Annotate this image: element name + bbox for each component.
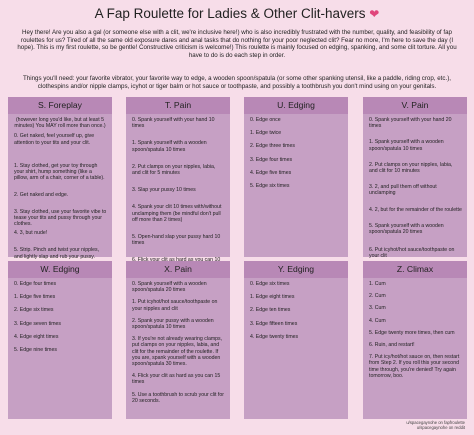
- card-item: 3. Edge fifteen times: [250, 320, 298, 327]
- card-item: 2. Cum: [369, 293, 386, 300]
- card-items: [126, 278, 230, 404]
- roulette-card: [8, 261, 112, 419]
- card-item: 2. Edge three times: [250, 143, 295, 150]
- card-item: 1. Put icyhot/hot sauce/toothpaste on your nipples and clit: [132, 299, 218, 312]
- roulette-card: [126, 261, 230, 419]
- card-item: 0. Edge six times: [250, 281, 290, 287]
- card-items: [126, 114, 230, 270]
- card-item: 4. 3, but nude!: [14, 230, 48, 237]
- card-item: 2. Edge ten times: [250, 307, 291, 314]
- card-item: 0. Spank yourself with your hand 10 times: [132, 117, 215, 130]
- heart-icon: ❤: [369, 7, 380, 21]
- card-item: 6. Ruin, and restart!: [369, 342, 415, 349]
- card-item: 1. Cum: [369, 281, 386, 287]
- card-items: [8, 278, 112, 353]
- credit-line: u/spacegaynohe on fapfroulette: [406, 420, 465, 425]
- title-text: A Fap Roulette for Ladies & Other Clit-havers: [94, 6, 366, 21]
- card-items: [244, 278, 348, 340]
- card-note: (however long you'd like, but at least 5 minutes) You MAY roll more than once.): [14, 117, 106, 130]
- roulette-card: [363, 97, 467, 260]
- card-item: 3. Cum: [369, 305, 386, 312]
- card-items: [244, 114, 348, 189]
- card-item: 5. Edge nine times: [14, 347, 57, 354]
- card-item: 2. Spank your pussy with a wooden spoon/spatula 10 times: [132, 317, 214, 331]
- card-item: 0. Spank yourself with a wooden spoon/spatula 20 times: [132, 281, 207, 294]
- card-item: 5. Use a toothbrush to scrub your clit for 20 seconds.: [132, 391, 224, 404]
- card-item: 5. Strip. Pinch and twist your nipples, and lightly slap and rub your pussy.: [14, 247, 100, 260]
- card-item: 6. Put icyhot/hot sauce/toothpaste on your clit: [369, 247, 455, 260]
- card-item: 3. Slap your pussy 10 times: [132, 187, 196, 194]
- card-item: 3. Edge four times: [250, 156, 293, 163]
- card-item: 3. If you're not already wearing clamps, put clamps on your nipples, labia, and clit for the remainder of the roulette. If you are, spank yourself with a wooden spoon/spatula 30 times.: [132, 336, 223, 368]
- card-item: 1. Spank yourself with a wooden spoon/spatula 10 times: [369, 139, 444, 152]
- card-item: 0. Edge once: [250, 117, 281, 123]
- card-item: 1. Stay clothed, get your toy through your shirt, hump something (like a pillow, arm of a chair, corner of a table).: [14, 162, 105, 182]
- roulette-card: [244, 261, 348, 419]
- card-item: 4. Edge five times: [250, 169, 292, 176]
- card-item: 4. Cum: [369, 317, 386, 324]
- page-title: [0, 6, 474, 21]
- card-item: 5. Spank yourself with a wooden spoon/spatula 20 times: [369, 222, 444, 236]
- card-items: [8, 130, 112, 268]
- card-title: W. Edging: [8, 261, 112, 278]
- card-item: 3. Edge seven times: [14, 320, 62, 327]
- roulette-card: [244, 97, 348, 257]
- card-item: 3. 2, and pull them off without unclamping: [369, 184, 437, 197]
- card-item: 5. Open-hand slap your pussy hard 10 times: [132, 234, 221, 247]
- card-item: 4. Spank your clit 10 times with/without unclamping them (be mindful don't pull off more than 2 times): [132, 204, 222, 223]
- things-needed-text: Things you'll need: your favorite vibrator, your favorite way to edge, a wooden spoon/spatula (or some other spanking utensil, like a paddle, riding crop, etc.), clothespins and/or nipple clamps, icyhot or tiger balm or hot sauce or toothpaste, and possibly a toothbrush you don't mind using on your genitals.: [22, 75, 451, 90]
- card-item: 4. Edge eight times: [14, 333, 59, 340]
- card-item: 2. Put clamps on your nipples, labia, and clit for 10 minutes: [369, 161, 453, 175]
- card-item: 5. Edge six times: [250, 183, 290, 190]
- card-item: 0. Edge four times: [14, 281, 57, 287]
- card-item: 4. Edge twenty times: [250, 333, 299, 340]
- card-item: 5. Edge twenty more times, then cum: [369, 329, 455, 336]
- card-title: S. Foreplay: [8, 97, 112, 114]
- card-item: 1. Edge five times: [14, 294, 56, 301]
- card-title: T. Pain: [126, 97, 230, 114]
- card-item: 7. Put icy/hot/hot sauce on, then restart from Step 2. If you roll this your second time through, you're denied! Try again tomorrow, boo.: [369, 354, 460, 379]
- card-title: V. Pain: [363, 97, 467, 114]
- card-item: 3. Stay clothed, use your favorite vibe to tease your tits and pussy through your clothes.: [14, 208, 107, 228]
- card-item: 1. Edge twice: [250, 130, 282, 137]
- roulette-card: [363, 261, 467, 419]
- card-item: 0. Get naked, feel yourself up, give attention to your tits and your clit.: [14, 133, 95, 146]
- roulette-card: [126, 97, 230, 257]
- credit-line: u/spacegaynohe on reddit: [416, 425, 465, 430]
- card-item: 2. Get naked and edge.: [14, 192, 69, 199]
- card-item: 0. Spank yourself with your hand 20 times: [369, 117, 452, 130]
- card-title: Z. Climax: [363, 261, 467, 278]
- card-title: Y. Edging: [244, 261, 348, 278]
- card-items: [363, 278, 467, 379]
- card-items: [363, 114, 467, 260]
- card-item: 4. Flick your clit as hard as you can 15 times: [132, 373, 221, 386]
- card-title: U. Edging: [244, 97, 348, 114]
- roulette-card: [8, 97, 112, 260]
- intro-text: Hey there! Are you also a gal (or someone else with a clit, we're inclusive here!) who is also incredibly frustrated with the number, quality, and feasibility of fap roulettes for us? Tired of all the same old exposure dares and anal tasks that do nothing for your poor neglected clit? Fear no more, I'm here to save the day (I hope). This is my first roulette, so be gentle! Constructive criticism is welcome!) This roulette is mainly focused on edging, spanking, and some clit torture. All you have to do is do each step in order.: [17, 29, 457, 59]
- card-item: 1. Spank yourself with a wooden spoon/spatula 10 times: [132, 140, 207, 153]
- card-item: 2. Edge six times: [14, 307, 54, 314]
- credit: [406, 420, 465, 430]
- card-title: X. Pain: [126, 261, 230, 278]
- card-item: 2. Put clamps on your nipples, labia, and clit for 5 minutes: [132, 163, 216, 177]
- card-item: 4. 2, but for the remainder of the roulette: [369, 206, 462, 213]
- card-item: 1. Edge eight times: [250, 294, 295, 301]
